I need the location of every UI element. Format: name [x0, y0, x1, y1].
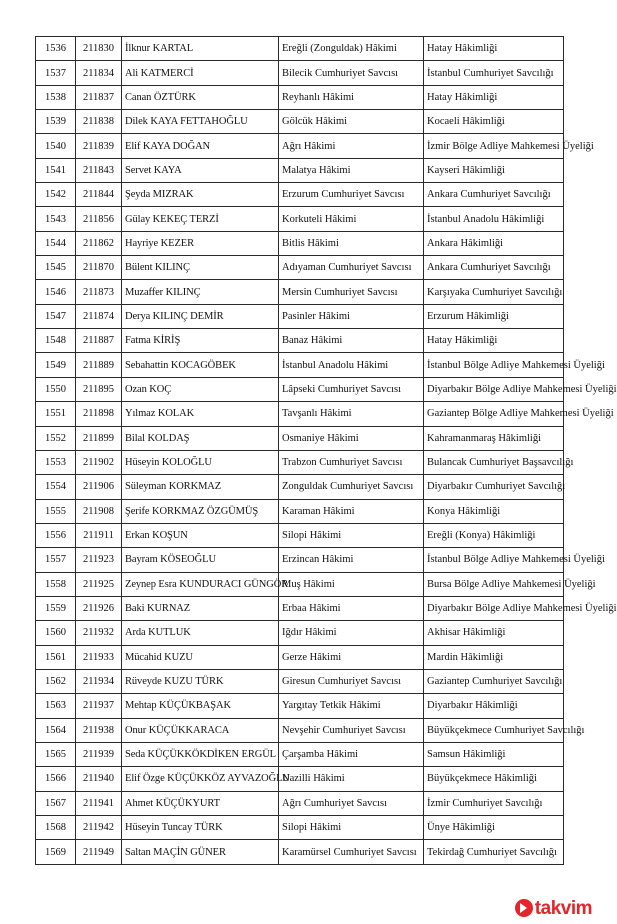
new-post-cell: Mardin Hâkimliği	[424, 645, 564, 669]
new-post-cell: İstanbul Cumhuriyet Savcılığı	[424, 61, 564, 85]
new-post-cell: Ankara Cumhuriyet Savcılığı	[424, 183, 564, 207]
current-post-cell: Erbaa Hâkimi	[279, 596, 424, 620]
registry-number-cell: 211923	[76, 548, 122, 572]
name-cell: Dilek KAYA FETTAHOĞLU	[122, 110, 279, 134]
registry-number-cell: 211830	[76, 37, 122, 61]
new-post-cell: Ereğli (Konya) Hâkimliği	[424, 523, 564, 547]
new-post-cell: İstanbul Anadolu Hâkimliği	[424, 207, 564, 231]
table-row	[36, 134, 564, 158]
table-row	[36, 767, 564, 791]
new-post-cell: Büyükçekmece Cumhuriyet Savcılığı	[424, 718, 564, 742]
registry-number-cell: 211942	[76, 816, 122, 840]
row-number-cell: 1543	[36, 207, 76, 231]
new-post-cell: Diyarbakır Bölge Adliye Mahkemesi Üyeliği	[424, 377, 564, 401]
current-post-cell: Nevşehir Cumhuriyet Savcısı	[279, 718, 424, 742]
current-post-cell: Silopi Hâkimi	[279, 816, 424, 840]
table-row	[36, 523, 564, 547]
row-number-cell: 1569	[36, 840, 76, 864]
row-number-cell: 1545	[36, 256, 76, 280]
registry-number-cell: 211834	[76, 61, 122, 85]
name-cell: Gülay KEKEÇ TERZİ	[122, 207, 279, 231]
new-post-cell: Gaziantep Cumhuriyet Savcılığı	[424, 669, 564, 693]
row-number-cell: 1537	[36, 61, 76, 85]
current-post-cell: Reyhanlı Hâkimi	[279, 85, 424, 109]
table-row	[36, 183, 564, 207]
table-row	[36, 110, 564, 134]
table-row	[36, 450, 564, 474]
new-post-cell: İzmir Bölge Adliye Mahkemesi Üyeliği	[424, 134, 564, 158]
registry-number-cell: 211926	[76, 596, 122, 620]
row-number-cell: 1544	[36, 231, 76, 255]
name-cell: Onur KÜÇÜKKARACA	[122, 718, 279, 742]
row-number-cell: 1561	[36, 645, 76, 669]
row-number-cell: 1558	[36, 572, 76, 596]
row-number-cell: 1551	[36, 402, 76, 426]
new-post-cell: Ankara Cumhuriyet Savcılığı	[424, 256, 564, 280]
name-cell: Şeyda MIZRAK	[122, 183, 279, 207]
new-post-cell: İstanbul Bölge Adliye Mahkemesi Üyeliği	[424, 548, 564, 572]
table-row	[36, 718, 564, 742]
current-post-cell: Giresun Cumhuriyet Savcısı	[279, 669, 424, 693]
current-post-cell: Ağrı Hâkimi	[279, 134, 424, 158]
row-number-cell: 1556	[36, 523, 76, 547]
table-row	[36, 207, 564, 231]
current-post-cell: Osmaniye Hâkimi	[279, 426, 424, 450]
row-number-cell: 1560	[36, 621, 76, 645]
current-post-cell: Yargıtay Tetkik Hâkimi	[279, 694, 424, 718]
registry-number-cell: 211908	[76, 499, 122, 523]
name-cell: Hüseyin KOLOĞLU	[122, 450, 279, 474]
row-number-cell: 1540	[36, 134, 76, 158]
table-row	[36, 402, 564, 426]
table-row	[36, 475, 564, 499]
name-cell: Ahmet KÜÇÜKYURT	[122, 791, 279, 815]
registry-number-cell: 211873	[76, 280, 122, 304]
table-row	[36, 158, 564, 182]
table-row	[36, 621, 564, 645]
name-cell: Hayriye KEZER	[122, 231, 279, 255]
name-cell: Seda KÜÇÜKKÖKDİKEN ERGÜL	[122, 742, 279, 766]
registry-number-cell: 211839	[76, 134, 122, 158]
appointment-table	[35, 36, 617, 865]
new-post-cell: Tekirdağ Cumhuriyet Savcılığı	[424, 840, 564, 864]
takvim-watermark	[515, 896, 592, 920]
table-row	[36, 499, 564, 523]
registry-number-cell: 211937	[76, 694, 122, 718]
current-post-cell: Adıyaman Cumhuriyet Savcısı	[279, 256, 424, 280]
current-post-cell: Ereğli (Zonguldak) Hâkimi	[279, 37, 424, 61]
table-row	[36, 572, 564, 596]
registry-number-cell: 211932	[76, 621, 122, 645]
name-cell: Baki KURNAZ	[122, 596, 279, 620]
name-cell: Mehtap KÜÇÜKBAŞAK	[122, 694, 279, 718]
current-post-cell: Pasinler Hâkimi	[279, 304, 424, 328]
table-row	[36, 377, 564, 401]
current-post-cell: Bitlis Hâkimi	[279, 231, 424, 255]
current-post-cell: Trabzon Cumhuriyet Savcısı	[279, 450, 424, 474]
row-number-cell: 1559	[36, 596, 76, 620]
current-post-cell: Malatya Hâkimi	[279, 158, 424, 182]
new-post-cell: Kocaeli Hâkimliği	[424, 110, 564, 134]
registry-number-cell: 211844	[76, 183, 122, 207]
row-number-cell: 1567	[36, 791, 76, 815]
name-cell: Ozan KOÇ	[122, 377, 279, 401]
registry-number-cell: 211925	[76, 572, 122, 596]
registry-number-cell: 211933	[76, 645, 122, 669]
registry-number-cell: 211870	[76, 256, 122, 280]
current-post-cell: Korkuteli Hâkimi	[279, 207, 424, 231]
row-number-cell: 1562	[36, 669, 76, 693]
table-row	[36, 256, 564, 280]
table-row	[36, 353, 564, 377]
name-cell: Erkan KOŞUN	[122, 523, 279, 547]
table-row	[36, 596, 564, 620]
current-post-cell: Silopi Hâkimi	[279, 523, 424, 547]
current-post-cell: Gölcük Hâkimi	[279, 110, 424, 134]
new-post-cell: Bursa Bölge Adliye Mahkemesi Üyeliği	[424, 572, 564, 596]
registry-number-cell: 211838	[76, 110, 122, 134]
row-number-cell: 1542	[36, 183, 76, 207]
row-number-cell: 1555	[36, 499, 76, 523]
appointment-list-sheet	[35, 36, 617, 865]
row-number-cell: 1536	[36, 37, 76, 61]
row-number-cell: 1547	[36, 304, 76, 328]
table-row	[36, 645, 564, 669]
table-row	[36, 280, 564, 304]
name-cell: Sebahattin KOCAGÖBEK	[122, 353, 279, 377]
current-post-cell: Lâpseki Cumhuriyet Savcısı	[279, 377, 424, 401]
new-post-cell: İstanbul Bölge Adliye Mahkemesi Üyeliği	[424, 353, 564, 377]
registry-number-cell: 211843	[76, 158, 122, 182]
name-cell: Canan ÖZTÜRK	[122, 85, 279, 109]
new-post-cell: Hatay Hâkimliği	[424, 329, 564, 353]
new-post-cell: İzmir Cumhuriyet Savcılığı	[424, 791, 564, 815]
row-number-cell: 1564	[36, 718, 76, 742]
registry-number-cell: 211856	[76, 207, 122, 231]
registry-number-cell: 211906	[76, 475, 122, 499]
new-post-cell: Konya Hâkimliği	[424, 499, 564, 523]
current-post-cell: Karaman Hâkimi	[279, 499, 424, 523]
current-post-cell: Bilecik Cumhuriyet Savcısı	[279, 61, 424, 85]
current-post-cell: Zonguldak Cumhuriyet Savcısı	[279, 475, 424, 499]
name-cell: Ali KATMERCİ	[122, 61, 279, 85]
registry-number-cell: 211889	[76, 353, 122, 377]
new-post-cell: Gaziantep Bölge Adliye Mahkemesi Üyeliği	[424, 402, 564, 426]
current-post-cell: Ağrı Cumhuriyet Savcısı	[279, 791, 424, 815]
table-row	[36, 742, 564, 766]
new-post-cell: Diyarbakır Bölge Adliye Mahkemesi Üyeliği	[424, 596, 564, 620]
name-cell: Muzaffer KILINÇ	[122, 280, 279, 304]
current-post-cell: Çarşamba Hâkimi	[279, 742, 424, 766]
new-post-cell: Diyarbakır Hâkimliği	[424, 694, 564, 718]
table-row	[36, 791, 564, 815]
name-cell: Şerife KORKMAZ ÖZGÜMÜŞ	[122, 499, 279, 523]
table-row	[36, 61, 564, 85]
name-cell: Zeynep Esra KUNDURACI GÜNGÖR	[122, 572, 279, 596]
registry-number-cell: 211862	[76, 231, 122, 255]
current-post-cell: Muş Hâkimi	[279, 572, 424, 596]
row-number-cell: 1539	[36, 110, 76, 134]
name-cell: Bülent KILINÇ	[122, 256, 279, 280]
registry-number-cell: 211874	[76, 304, 122, 328]
name-cell: Yılmaz KOLAK	[122, 402, 279, 426]
new-post-cell: Kayseri Hâkimliği	[424, 158, 564, 182]
registry-number-cell: 211895	[76, 377, 122, 401]
table-row	[36, 37, 564, 61]
table-row	[36, 426, 564, 450]
table-row	[36, 231, 564, 255]
table-row	[36, 840, 564, 864]
name-cell: Hüseyin Tuncay TÜRK	[122, 816, 279, 840]
row-number-cell: 1565	[36, 742, 76, 766]
new-post-cell: Erzurum Hâkimliği	[424, 304, 564, 328]
watermark-text: takvim	[534, 897, 592, 919]
new-post-cell: Samsun Hâkimliği	[424, 742, 564, 766]
registry-number-cell: 211949	[76, 840, 122, 864]
name-cell: Derya KILINÇ DEMİR	[122, 304, 279, 328]
name-cell: Mücahid KUZU	[122, 645, 279, 669]
name-cell: Bayram KÖSEOĞLU	[122, 548, 279, 572]
row-number-cell: 1548	[36, 329, 76, 353]
registry-number-cell: 211899	[76, 426, 122, 450]
registry-number-cell: 211898	[76, 402, 122, 426]
current-post-cell: Erzincan Hâkimi	[279, 548, 424, 572]
row-number-cell: 1568	[36, 816, 76, 840]
new-post-cell: Ankara Hâkimliği	[424, 231, 564, 255]
name-cell: İlknur KARTAL	[122, 37, 279, 61]
current-post-cell: Tavşanlı Hâkimi	[279, 402, 424, 426]
new-post-cell: Büyükçekmece Hâkimliği	[424, 767, 564, 791]
new-post-cell: Diyarbakır Cumhuriyet Savcılığı	[424, 475, 564, 499]
row-number-cell: 1538	[36, 85, 76, 109]
current-post-cell: Nazilli Hâkimi	[279, 767, 424, 791]
table-row	[36, 548, 564, 572]
new-post-cell: Hatay Hâkimliği	[424, 37, 564, 61]
registry-number-cell: 211902	[76, 450, 122, 474]
table-row	[36, 694, 564, 718]
table-row	[36, 85, 564, 109]
new-post-cell: Hatay Hâkimliği	[424, 85, 564, 109]
new-post-cell: Akhisar Hâkimliği	[424, 621, 564, 645]
current-post-cell: Banaz Hâkimi	[279, 329, 424, 353]
row-number-cell: 1549	[36, 353, 76, 377]
name-cell: Fatma KİRİŞ	[122, 329, 279, 353]
row-number-cell: 1554	[36, 475, 76, 499]
current-post-cell: İstanbul Anadolu Hâkimi	[279, 353, 424, 377]
table-row	[36, 816, 564, 840]
row-number-cell: 1553	[36, 450, 76, 474]
registry-number-cell: 211940	[76, 767, 122, 791]
current-post-cell: Erzurum Cumhuriyet Savcısı	[279, 183, 424, 207]
appointment-table-body	[36, 37, 617, 865]
name-cell: Saltan MAÇİN GÜNER	[122, 840, 279, 864]
row-number-cell: 1566	[36, 767, 76, 791]
name-cell: Servet KAYA	[122, 158, 279, 182]
registry-number-cell: 211934	[76, 669, 122, 693]
new-post-cell: Bulancak Cumhuriyet Başsavcılığı	[424, 450, 564, 474]
current-post-cell: Mersin Cumhuriyet Savcısı	[279, 280, 424, 304]
table-row	[36, 304, 564, 328]
current-post-cell: Gerze Hâkimi	[279, 645, 424, 669]
table-row	[36, 329, 564, 353]
current-post-cell: Karamürsel Cumhuriyet Savcısı	[279, 840, 424, 864]
new-post-cell: Kahramanmaraş Hâkimliği	[424, 426, 564, 450]
registry-number-cell: 211939	[76, 742, 122, 766]
row-number-cell: 1552	[36, 426, 76, 450]
registry-number-cell: 211837	[76, 85, 122, 109]
current-post-cell: Iğdır Hâkimi	[279, 621, 424, 645]
new-post-cell: Karşıyaka Cumhuriyet Savcılığı	[424, 280, 564, 304]
name-cell: Bilal KOLDAŞ	[122, 426, 279, 450]
registry-number-cell: 211887	[76, 329, 122, 353]
new-post-cell: Ünye Hâkimliği	[424, 816, 564, 840]
row-number-cell: 1546	[36, 280, 76, 304]
name-cell: Elif Özge KÜÇÜKKÖZ AYVAZOĞLU	[122, 767, 279, 791]
row-number-cell: 1541	[36, 158, 76, 182]
registry-number-cell: 211941	[76, 791, 122, 815]
name-cell: Süleyman KORKMAZ	[122, 475, 279, 499]
play-logo-icon	[515, 899, 533, 917]
row-number-cell: 1550	[36, 377, 76, 401]
name-cell: Elif KAYA DOĞAN	[122, 134, 279, 158]
name-cell: Rüveyde KUZU TÜRK	[122, 669, 279, 693]
row-number-cell: 1563	[36, 694, 76, 718]
registry-number-cell: 211911	[76, 523, 122, 547]
table-row	[36, 669, 564, 693]
row-number-cell: 1557	[36, 548, 76, 572]
registry-number-cell: 211938	[76, 718, 122, 742]
name-cell: Arda KUTLUK	[122, 621, 279, 645]
